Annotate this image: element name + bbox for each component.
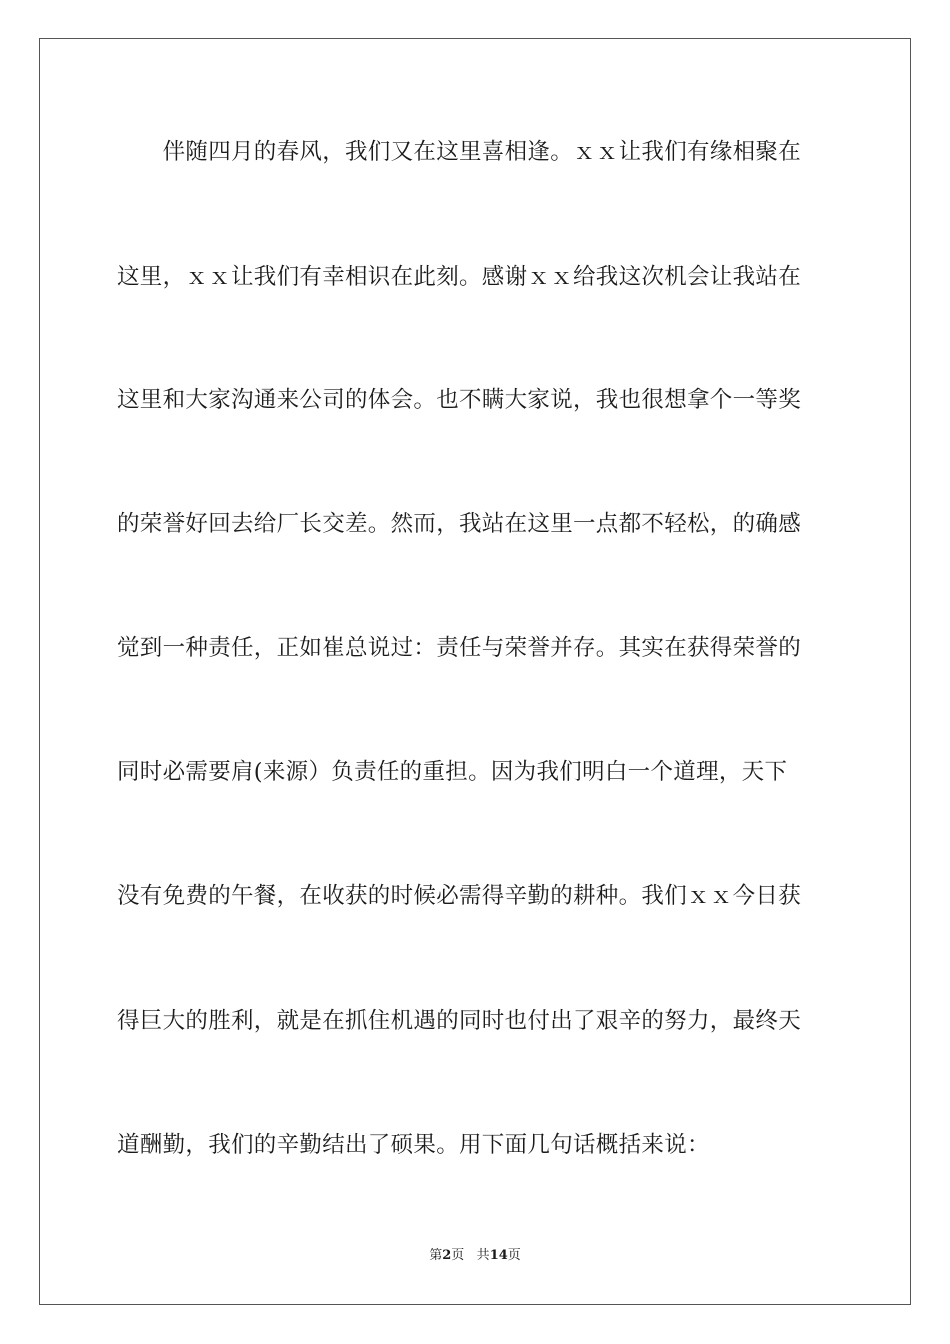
footer-page-number: 2 xyxy=(442,1248,452,1263)
body-line-2: 这里，ｘｘ让我们有幸相识在此刻。感谢ｘｘ给我这次机会让我站在 xyxy=(117,264,802,290)
footer-total-prefix: 共 xyxy=(476,1248,490,1263)
body-line-5: 觉到一种责任，正如崔总说过：责任与荣誉并存。其实在获得荣誉的 xyxy=(117,635,802,661)
page-footer xyxy=(0,1247,950,1265)
footer-total-suffix: 页 xyxy=(507,1248,521,1263)
body-line-9: 道酬勤，我们的辛勤结出了硕果。用下面几句话概括来说： xyxy=(117,1132,710,1158)
body-line-1: 伴随四月的春风，我们又在这里喜相逢。ｘｘ让我们有缘相聚在 xyxy=(117,139,802,165)
body-line-4: 的荣誉好回去给厂长交差。然而，我站在这里一点都不轻松，的确感 xyxy=(117,511,802,537)
footer-page-suffix: 页 xyxy=(451,1248,465,1263)
page-border xyxy=(39,38,911,1305)
body-line-6: 同时必需要肩(来源）负责任的重担。因为我们明白一个道理，天下 xyxy=(117,759,788,785)
body-line-3: 这里和大家沟通来公司的体会。也不瞒大家说，我也很想拿个一等奖 xyxy=(117,387,802,413)
footer-total-pages: 14 xyxy=(489,1248,508,1263)
body-line-7: 没有免费的午餐，在收获的时候必需得辛勤的耕种。我们ｘｘ今日获 xyxy=(117,883,802,909)
body-line-8: 得巨大的胜利，就是在抓住机遇的同时也付出了艰辛的努力，最终天 xyxy=(117,1008,802,1034)
footer-page-prefix: 第 xyxy=(429,1248,443,1263)
